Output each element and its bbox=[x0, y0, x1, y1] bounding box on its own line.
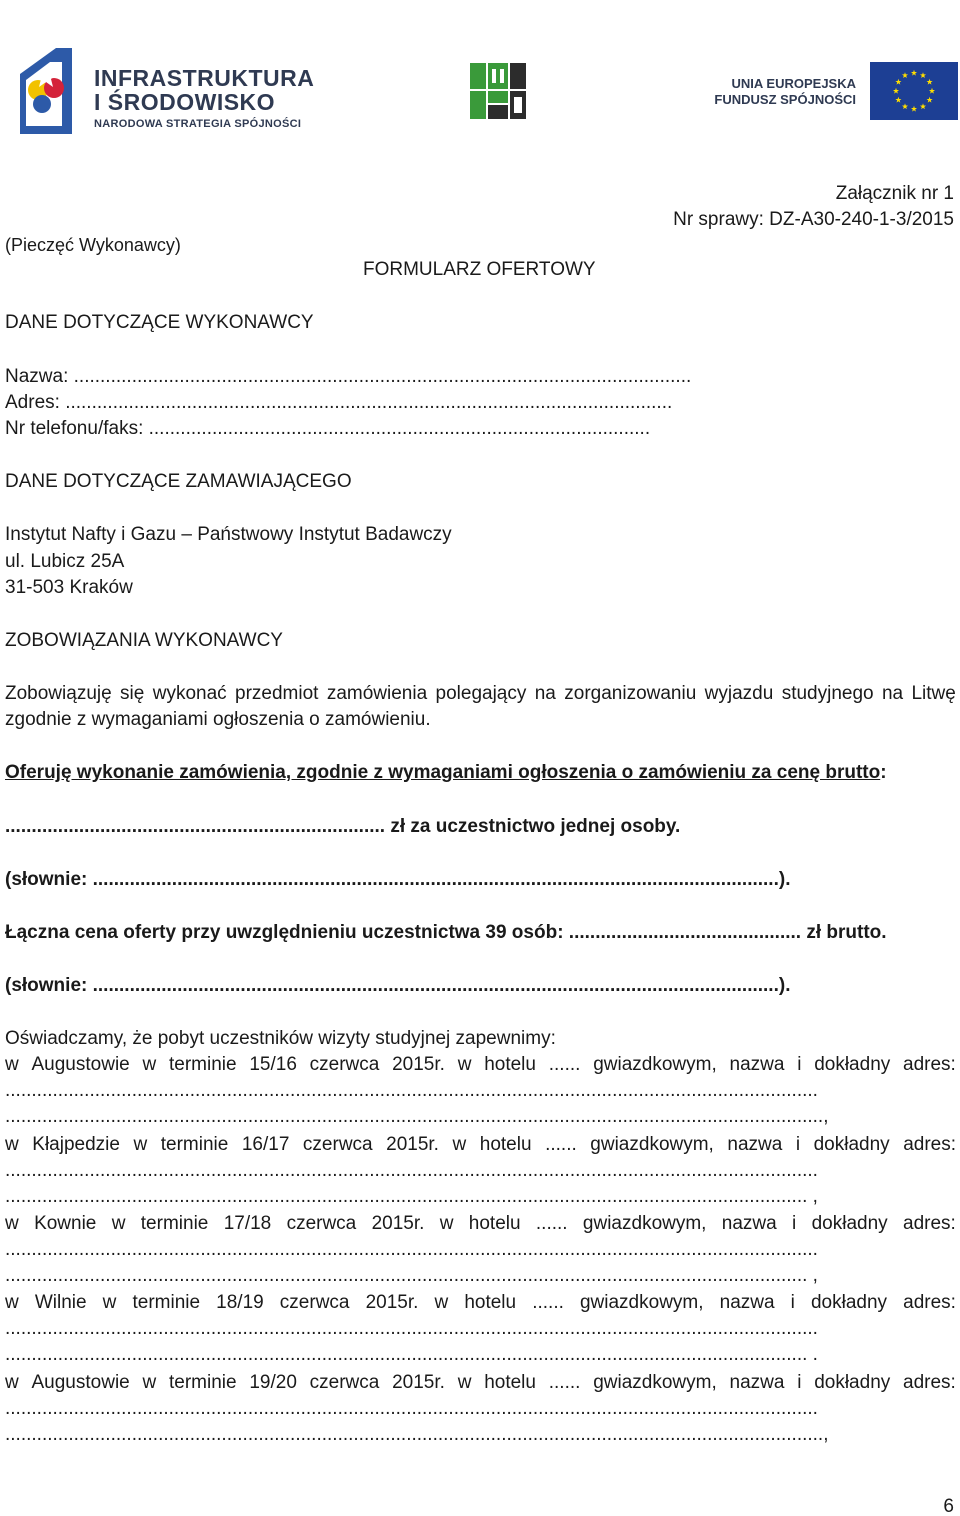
offer-statement bbox=[5, 762, 887, 784]
word: i bbox=[795, 1134, 801, 1155]
word: hotelu bbox=[464, 1292, 517, 1313]
word: Litwę bbox=[911, 683, 956, 704]
word: w bbox=[142, 1372, 157, 1393]
attachment-label: Załącznik nr 1 bbox=[835, 183, 954, 204]
word: w bbox=[439, 1213, 454, 1234]
word: czerwca bbox=[286, 1213, 357, 1234]
word: w bbox=[452, 1134, 467, 1155]
hotel-2-line bbox=[5, 1134, 956, 1156]
word: w bbox=[457, 1054, 472, 1075]
hotel-4-line bbox=[5, 1292, 956, 1314]
word: dokładny bbox=[813, 1134, 890, 1155]
hotel-2-address-field-2[interactable]: ........................................................................................................................................................ , bbox=[5, 1186, 818, 1207]
hotel-5-address-field[interactable]: .......................................................................................................................................................... bbox=[5, 1398, 818, 1419]
word: czerwca bbox=[309, 1372, 380, 1393]
word: ...... bbox=[532, 1292, 564, 1313]
hotel-1-address-field-2[interactable]: ..........................................................................................................................................................., bbox=[5, 1106, 829, 1127]
word: wykonać bbox=[152, 683, 227, 704]
word: i bbox=[792, 1213, 797, 1234]
word: w bbox=[133, 1134, 148, 1155]
word: terminie bbox=[140, 1213, 209, 1234]
word: ...... bbox=[548, 1372, 581, 1393]
word: Augustowie bbox=[31, 1372, 130, 1393]
word: 18/19 bbox=[216, 1292, 264, 1313]
word: w bbox=[102, 1292, 117, 1313]
word: dokładny bbox=[811, 1213, 888, 1234]
hotels-intro: Oświadczamy, że pobyt uczestników wizyty studyjnej zapewnimy: bbox=[5, 1028, 556, 1049]
word: na bbox=[881, 683, 904, 704]
word: Augustowie bbox=[31, 1054, 130, 1075]
word: w bbox=[434, 1292, 449, 1313]
word: wyjazdu bbox=[704, 683, 774, 704]
word: dokładny bbox=[814, 1372, 891, 1393]
word: adres: bbox=[903, 1213, 956, 1234]
word: adres: bbox=[903, 1134, 956, 1155]
word: ...... bbox=[548, 1054, 581, 1075]
ordering-party-heading: DANE DOTYCZĄCE ZAMAWIAJĄCEGO bbox=[5, 471, 352, 492]
hotel-4-address-field[interactable]: .......................................................................................................................................................... bbox=[5, 1318, 818, 1339]
contractor-address-field[interactable]: Adres: ................................................................................................................... bbox=[5, 392, 673, 413]
hotel-3-address-field-2[interactable]: ........................................................................................................................................................ , bbox=[5, 1265, 818, 1286]
hotel-2-address-field[interactable]: .......................................................................................................................................................... bbox=[5, 1160, 818, 1181]
word: nazwa bbox=[719, 1292, 775, 1313]
word: czerwca bbox=[279, 1292, 350, 1313]
contractor-heading: DANE DOTYCZĄCE WYKONAWCY bbox=[5, 312, 314, 333]
obligations-heading: ZOBOWIĄZANIA WYKONAWCY bbox=[5, 630, 283, 651]
word: w bbox=[5, 1213, 19, 1234]
word: gwiazdkowym, bbox=[593, 1372, 717, 1393]
form-title: FORMULARZ OFERTOWY bbox=[363, 259, 596, 280]
word: terminie bbox=[169, 1372, 237, 1393]
word: studyjnego bbox=[781, 683, 874, 704]
word: w bbox=[5, 1054, 19, 1075]
word: terminie bbox=[160, 1134, 229, 1155]
price-in-words-field[interactable]: (słownie: ..................................................................................................................................). bbox=[5, 869, 791, 890]
word: 16/17 bbox=[241, 1134, 290, 1155]
hotel-5-address-field-2[interactable]: ..........................................................................................................................................................., bbox=[5, 1424, 829, 1445]
case-number: Nr sprawy: DZ-A30-240-1-3/2015 bbox=[673, 209, 954, 230]
word: 2015r. bbox=[386, 1134, 439, 1155]
word: czerwca bbox=[309, 1054, 380, 1075]
word: dokładny bbox=[810, 1292, 888, 1313]
word: w bbox=[5, 1134, 19, 1155]
inig-logo bbox=[470, 63, 526, 119]
hotel-3-address-field[interactable]: .......................................................................................................................................................... bbox=[5, 1239, 818, 1260]
word: terminie bbox=[132, 1292, 201, 1313]
logo-eu-line2: FUNDUSZ SPÓJNOŚCI bbox=[714, 92, 856, 107]
word: polegający bbox=[435, 683, 527, 704]
hotel-1-address-field[interactable]: .......................................................................................................................................................... bbox=[5, 1080, 818, 1101]
logo-infrastruktura-line3: NARODOWA STRATEGIA SPÓJNOŚCI bbox=[94, 118, 302, 130]
word: 2015r. bbox=[392, 1054, 445, 1075]
word: gwiazdkowym, bbox=[590, 1134, 714, 1155]
word: nazwa bbox=[729, 1372, 785, 1393]
total-price-field[interactable]: Łączna cena oferty przy uwzględnieniu uczestnictwa 39 osób: ............................................ zł brutto. bbox=[5, 922, 887, 943]
word: zorganizowaniu bbox=[564, 683, 697, 704]
word: nazwa bbox=[729, 1054, 785, 1075]
word: adres: bbox=[903, 1054, 956, 1075]
word: ...... bbox=[545, 1134, 577, 1155]
contractor-name-field[interactable]: Nazwa: ..................................................................................................................... bbox=[5, 366, 692, 387]
word: 2015r. bbox=[371, 1213, 425, 1234]
infrastruktura-emblem-icon bbox=[16, 46, 86, 138]
word: gwiazdkowym, bbox=[582, 1213, 707, 1234]
word: zamówienia bbox=[326, 683, 428, 704]
hotel-4-address-field-2[interactable]: ........................................................................................................................................................ . bbox=[5, 1344, 818, 1365]
word: Kownie bbox=[34, 1213, 97, 1234]
hotel-1-line bbox=[5, 1054, 956, 1076]
contractor-phone-field[interactable]: Nr telefonu/faks: ............................................................................................... bbox=[5, 418, 651, 439]
word: się bbox=[120, 683, 145, 704]
ordering-party-name: Instytut Nafty i Gazu – Państwowy Instytut Badawczy bbox=[5, 524, 452, 545]
word: i bbox=[797, 1372, 802, 1393]
word: nazwa bbox=[721, 1213, 777, 1234]
word: 17/18 bbox=[223, 1213, 272, 1234]
price-per-person-field[interactable]: ........................................................................ zł za uczestnictwo jednej osoby. bbox=[5, 816, 681, 837]
word: Zobowiązuję bbox=[5, 683, 112, 704]
word: czerwca bbox=[302, 1134, 373, 1155]
word: i bbox=[790, 1292, 795, 1313]
hotel-3-line bbox=[5, 1213, 956, 1235]
eu-cohesion-fund-logo bbox=[702, 62, 960, 122]
word: Wilnie bbox=[34, 1292, 87, 1313]
word: dokładny bbox=[814, 1054, 891, 1075]
word: nazwa bbox=[727, 1134, 783, 1155]
total-price-in-words-field[interactable]: (słownie: ..................................................................................................................................). bbox=[5, 975, 791, 996]
contractor-stamp-label: (Pieczęć Wykonawcy) bbox=[5, 235, 181, 255]
word: adres: bbox=[903, 1372, 956, 1393]
word: gwiazdkowym, bbox=[593, 1054, 717, 1075]
word: w bbox=[5, 1372, 19, 1393]
word: 2015r. bbox=[365, 1292, 419, 1313]
word: 15/16 bbox=[249, 1054, 297, 1075]
word: hotelu bbox=[468, 1213, 521, 1234]
word: 2015r. bbox=[392, 1372, 445, 1393]
word: hotelu bbox=[484, 1054, 536, 1075]
word: Kłajpedzie bbox=[32, 1134, 120, 1155]
offer-statement-colon: : bbox=[880, 762, 887, 783]
offer-statement-text: Oferuję wykonanie zamówienia, zgodnie z wymaganiami ogłoszenia o zamówieniu za cenę brutto bbox=[5, 762, 881, 783]
logo-infrastruktura-line1: INFRASTRUKTURA bbox=[94, 65, 315, 91]
logo-infrastruktura-line2: I ŚRODOWISKO bbox=[94, 89, 276, 115]
hotel-5-line bbox=[5, 1372, 956, 1394]
word: adres: bbox=[903, 1292, 956, 1313]
word: w bbox=[142, 1054, 157, 1075]
word: ...... bbox=[535, 1213, 568, 1234]
word: hotelu bbox=[479, 1134, 532, 1155]
word: w bbox=[5, 1292, 19, 1313]
word: przedmiot bbox=[235, 683, 319, 704]
word: hotelu bbox=[484, 1372, 536, 1393]
word: gwiazdkowym, bbox=[579, 1292, 704, 1313]
word: na bbox=[534, 683, 556, 704]
logo-eu-line1: UNIA EUROPEJSKA bbox=[731, 76, 856, 91]
eu-flag-icon bbox=[870, 62, 958, 120]
obligation-text-line2: zgodnie z wymaganiami ogłoszenia o zamówieniu. bbox=[5, 709, 431, 730]
inig-logo-icon bbox=[470, 63, 526, 119]
word: w bbox=[111, 1213, 126, 1234]
ordering-party-city: 31-503 Kraków bbox=[5, 577, 133, 598]
word: 19/20 bbox=[249, 1372, 297, 1393]
obligation-text-line1 bbox=[5, 683, 956, 705]
infrastruktura-logo bbox=[16, 46, 315, 138]
word: i bbox=[797, 1054, 802, 1075]
word: terminie bbox=[169, 1054, 237, 1075]
page-number: 6 bbox=[943, 1496, 954, 1516]
word: w bbox=[457, 1372, 472, 1393]
ordering-party-street: ul. Lubicz 25A bbox=[5, 551, 125, 572]
